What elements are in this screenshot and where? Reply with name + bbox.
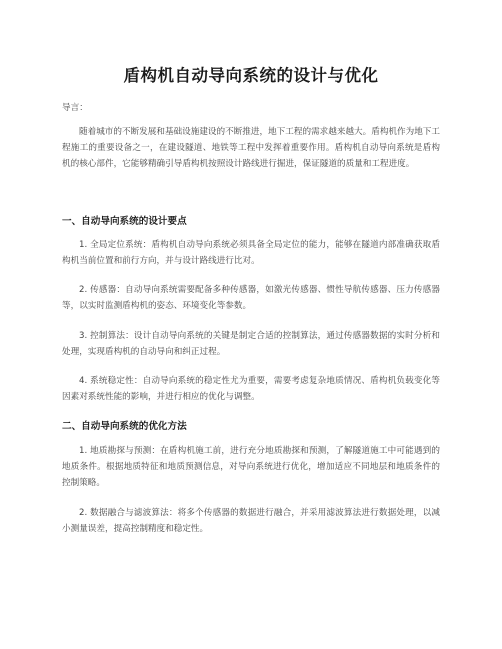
design-item-4: 4. 系统稳定性：自动导向系统的稳定性尤为重要，需要考虑复杂地质情况、盾构机负载变化等因素对系统性能的影响，并进行相应的优化与调整。 bbox=[62, 376, 440, 402]
section-heading-design: 一、自动导向系统的设计要点 bbox=[62, 216, 187, 227]
intro-label: 导言： bbox=[62, 103, 88, 113]
design-item-1: 1. 全局定位系统：盾构机自动导向系统必须具备全局定位的能力，能够在隧道内部准确获取盾构机当前位置和前行方向，并与设计路线进行比对。 bbox=[62, 240, 440, 266]
optimization-item-1: 1. 地质勘探与预测：在盾构机施工前，进行充分地质勘探和预测，了解隧道施工中可能遇到的地质条件。根据地质特征和地质预测信息，对导向系统进行优化，增加适应不同地层和地质条件的控制策略。 bbox=[62, 446, 440, 488]
intro-paragraph: 随着城市的不断发展和基础设施建设的不断推进，地下工程的需求越来越大。盾构机作为地下工程施工的重要设备之一，在建设隧道、地铁等工程中发挥着重要作用。盾构机自动导向系统是盾构机的核心部件，它能够精确引导盾构机按照设计路线进行掘进，保证隧道的质量和工程进度。 bbox=[62, 127, 440, 169]
section-heading-optimization: 二、自动导向系统的优化方法 bbox=[62, 421, 187, 432]
design-item-3: 3. 控制算法：设计自动导向系统的关键是制定合适的控制算法，通过传感器数据的实时分析和处理，实现盾构机的自动导向和纠正过程。 bbox=[62, 331, 440, 357]
document-title: 盾构机自动导向系统的设计与优化 bbox=[123, 66, 379, 85]
design-item-2: 2. 传感器：自动导向系统需要配备多种传感器，如激光传感器、惯性导航传感器、压力传感器等，以实时监测盾构机的姿态、环境变化等参数。 bbox=[62, 285, 440, 311]
optimization-item-2: 2. 数据融合与滤波算法：将多个传感器的数据进行融合，并采用滤波算法进行数据处理，以减小测量误差，提高控制精度和稳定性。 bbox=[62, 508, 440, 534]
